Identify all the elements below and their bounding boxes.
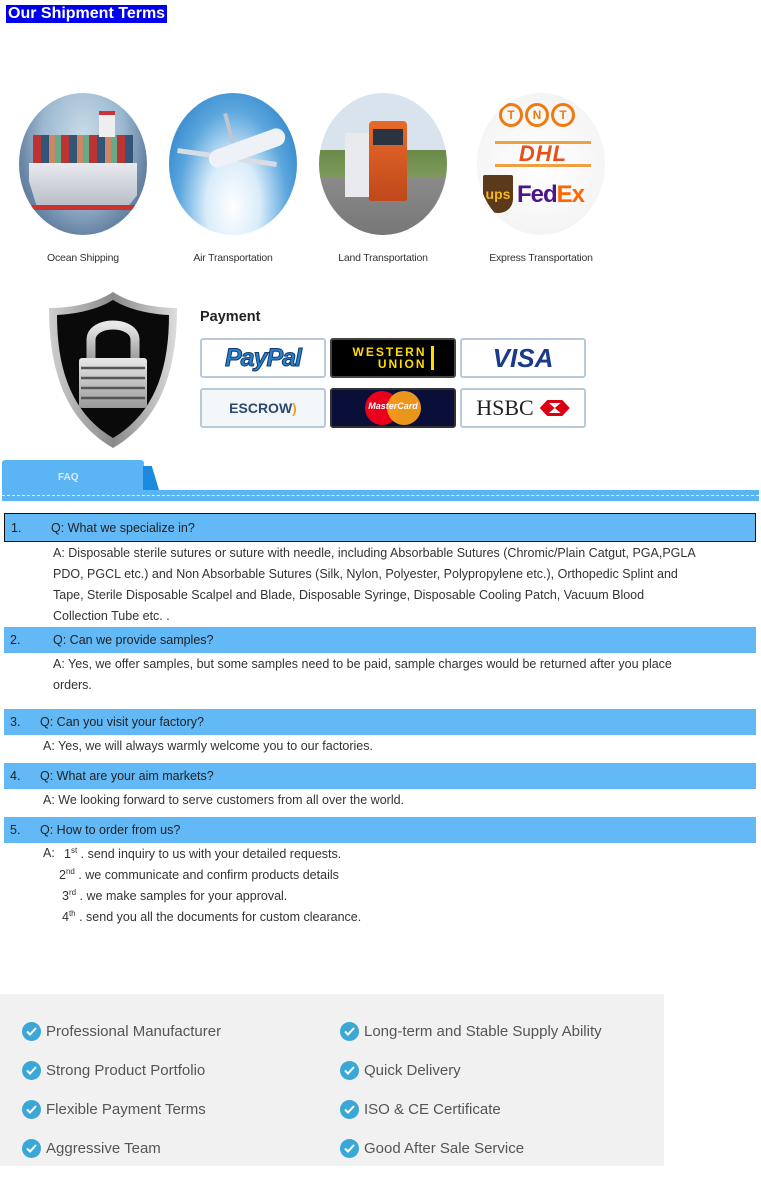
page-title: Our Shipment Terms <box>8 5 166 22</box>
faq-question-3: 3. Q: Can you visit your factory? <box>4 709 756 735</box>
airplane-icon <box>169 93 297 235</box>
faq-question-2: 2. Q: Can we provide samples? <box>4 627 756 653</box>
order-step-2: 2nd . we communicate and confirm products details <box>59 867 339 883</box>
check-circle-icon <box>22 1022 41 1041</box>
check-circle-icon <box>22 1139 41 1158</box>
order-step-3: 3rd . we make samples for your approval. <box>62 888 288 904</box>
check-circle-icon <box>22 1100 41 1119</box>
feature-item: Strong Product Portfolio <box>22 1061 205 1080</box>
feature-item: Good After Sale Service <box>340 1139 524 1158</box>
courier-logos-icon <box>477 93 605 235</box>
shield-lock-icon <box>45 290 181 450</box>
faq-answer-3: A: Yes, we will always warmly welcome you to our factories. <box>43 739 373 753</box>
features-panel <box>0 994 664 1166</box>
faq-header <box>0 460 761 502</box>
dhl-logo: DHL <box>495 141 591 167</box>
truck-icon <box>319 93 447 235</box>
ship-label: Air Transportation <box>193 252 273 264</box>
tab-fold-decoration <box>143 466 159 490</box>
check-circle-icon <box>22 1061 41 1080</box>
payment-methods <box>200 338 586 428</box>
order-step-1: 1st . send inquiry to us with your detailed requests. <box>64 846 342 862</box>
hsbc-hexagon-icon <box>540 400 570 416</box>
faq-question-4: 4. Q: What are your aim markets? <box>4 763 756 789</box>
tnt-logo: T N T <box>499 103 575 127</box>
check-circle-icon <box>340 1100 359 1119</box>
check-circle-icon <box>340 1022 359 1041</box>
ship-item-land <box>308 88 458 264</box>
western-union-logo: WESTERN UNION <box>330 338 456 378</box>
feature-item: Professional Manufacturer <box>22 1022 221 1041</box>
feature-item: Long-term and Stable Supply Ability <box>340 1022 602 1041</box>
payment-title: Payment <box>200 309 261 325</box>
mastercard-logo: MasterCard <box>330 388 456 428</box>
visa-logo: VISA <box>460 338 586 378</box>
faq-question-5: 5. Q: How to order from us? <box>4 817 756 843</box>
ship-item-air <box>158 88 308 264</box>
check-circle-icon <box>340 1061 359 1080</box>
faq-answer-2: A: Yes, we offer samples, but some samples need to be paid, sample charges would be returned after you place orders. <box>53 657 672 692</box>
faq-divider-bar <box>2 490 759 501</box>
feature-item: Flexible Payment Terms <box>22 1100 206 1119</box>
feature-item: ISO & CE Certificate <box>340 1100 501 1119</box>
faq-tab-label: FAQ <box>58 472 79 483</box>
escrow-logo: ESCROW) <box>200 388 326 428</box>
feature-item: Aggressive Team <box>22 1139 161 1158</box>
paypal-logo: PayPal <box>200 338 326 378</box>
faq-answer-4: A: We looking forward to serve customers from all over the world. <box>43 793 405 807</box>
check-circle-icon <box>340 1139 359 1158</box>
faq-question-1: 1. Q: What we specialize in? <box>4 513 756 542</box>
ship-label: Ocean Shipping <box>47 252 119 264</box>
ship-icon <box>19 93 147 235</box>
ups-logo: ups <box>483 175 513 213</box>
feature-item: Quick Delivery <box>340 1061 461 1080</box>
ship-item-ocean <box>8 88 158 264</box>
fedex-logo: FedEx <box>517 181 585 208</box>
order-step-4: 4th . send you all the documents for custom clearance. <box>62 909 362 925</box>
hsbc-logo: HSBC <box>460 388 586 428</box>
ship-label: Land Transportation <box>338 252 428 264</box>
ship-label: Express Transportation <box>489 252 593 264</box>
ship-item-express <box>466 88 616 264</box>
faq-answer-1: A: Disposable sterile sutures or suture with needle, including Absorbable Sutures (Chromic/Plain Catgut, PGA,PGLA PDO, PGCL etc.) and Non Absorbable Sutures (Silk, Nylon, Polyester, Polypropylene etc.), Orthopedic Splint and Tape, Sterile Disposable Scalpel and Blade, Disposable Syringe, Disposable Cooling Patch, Vacuum Blood Collection Tube etc. . <box>53 546 696 623</box>
payment-section <box>0 282 620 452</box>
shipping-methods <box>0 88 620 283</box>
